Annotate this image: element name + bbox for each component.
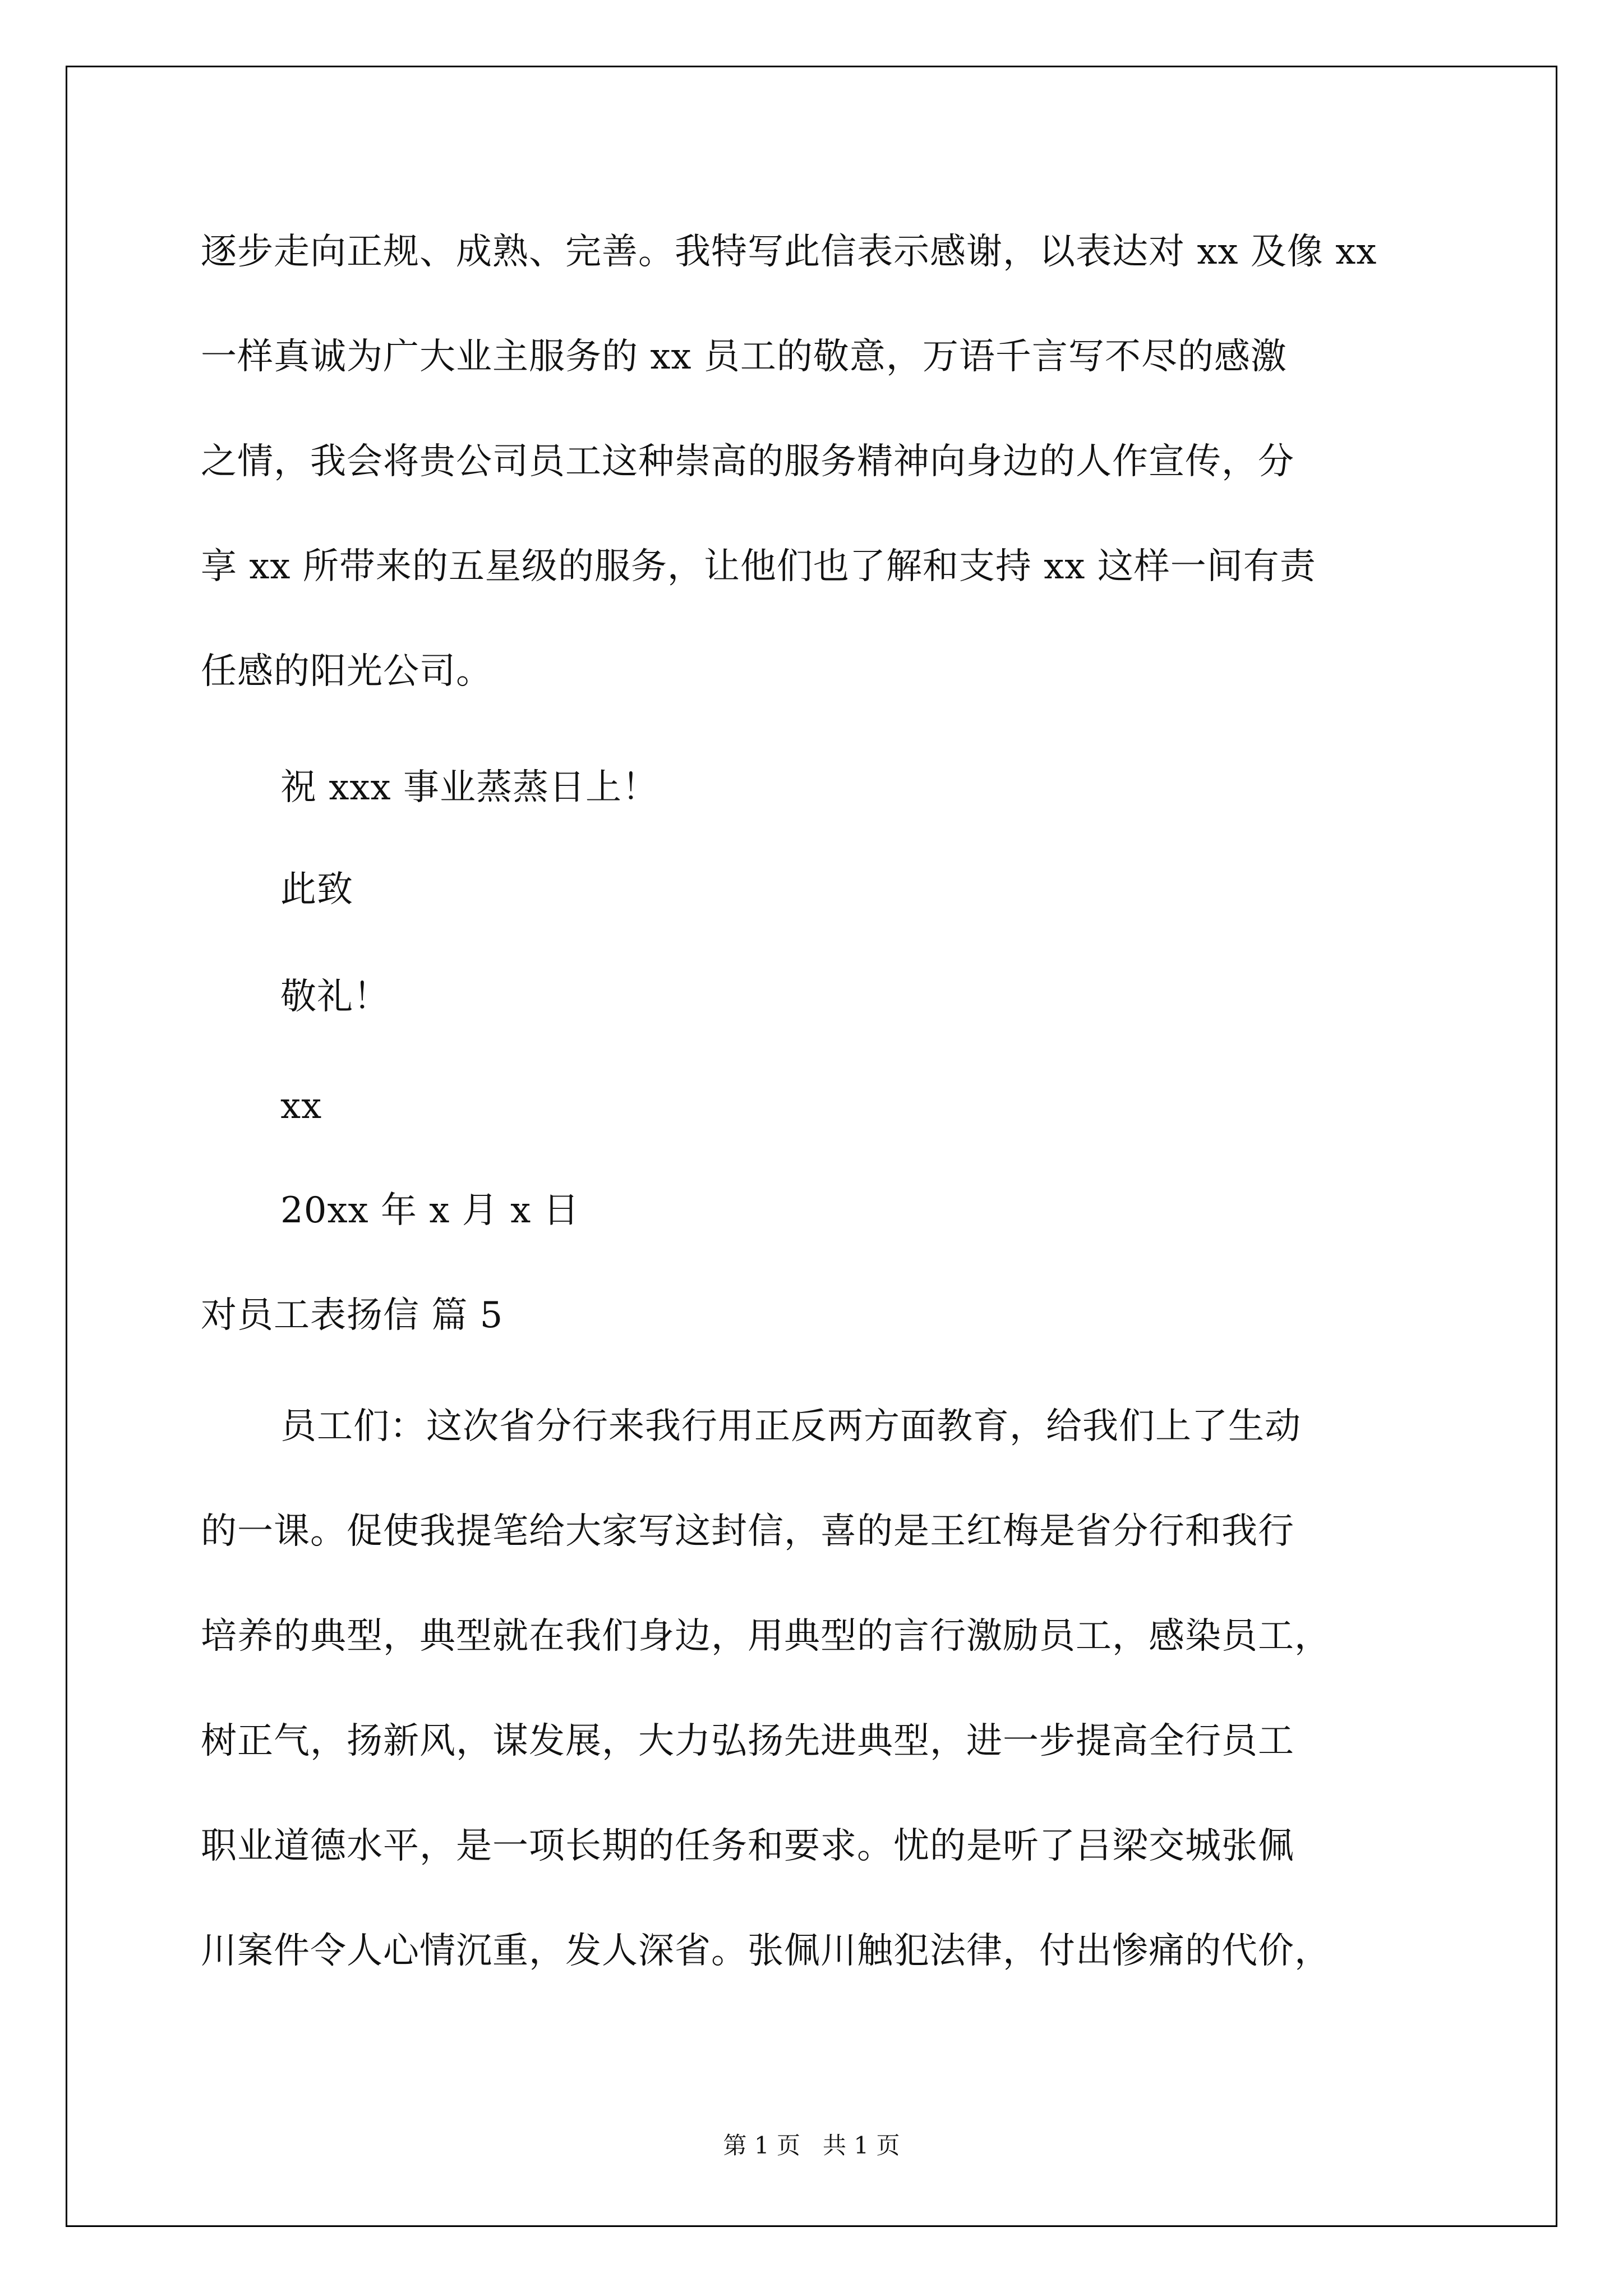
signature-date: 20xx 年 x 月 x 日 [280, 1190, 580, 1231]
body-line-4: 享 xx 所带来的五星级的服务，让他们也了解和支持 xx 这样一间有责 [201, 546, 1316, 587]
page-number: 第 1 页 共 1 页 [723, 2132, 900, 2159]
closing-cizhi: 此致 [280, 869, 353, 910]
body-line-8: 培养的典型，典型就在我们身边，用典型的言行激励员工，感染员工， [201, 1616, 1331, 1657]
closing-jingli: 敬礼！ [280, 976, 390, 1018]
body-line-1: 逐步走向正规、成熟、完善。我特写此信表示感谢，以表达对 xx 及像 xx [201, 231, 1377, 273]
body-line-3: 之情，我会将贵公司员工这种崇高的服务精神向身边的人作宣传，分 [201, 441, 1294, 482]
page-border [66, 66, 1557, 2227]
body-line-11: 川案件令人心情沉重，发人深省。张佩川触犯法律，付出惨痛的代价， [201, 1930, 1331, 1972]
closing-wish: 祝 xxx 事业蒸蒸日上！ [280, 767, 658, 808]
body-line-5: 任感的阳光公司。 [201, 651, 492, 692]
body-line-9: 树正气，扬新风，谋发展，大力弘扬先进典型，进一步提高全行员工 [201, 1720, 1294, 1762]
signature-name: xx [280, 1085, 322, 1127]
body-line-10: 职业道德水平，是一项长期的任务和要求。忧的是听了吕梁交城张佩 [201, 1825, 1294, 1867]
section-heading: 对员工表扬信 篇 5 [201, 1295, 504, 1336]
body-line-7: 的一课。促使我提笔给大家写这封信，喜的是王红梅是省分行和我行 [201, 1511, 1294, 1552]
body-line-6: 员工们：这次省分行来我行用正反两方面教育，给我们上了生动 [280, 1406, 1301, 1447]
body-line-2: 一样真诚为广大业主服务的 xx 员工的敬意，万语千言写不尽的感激 [201, 336, 1287, 378]
